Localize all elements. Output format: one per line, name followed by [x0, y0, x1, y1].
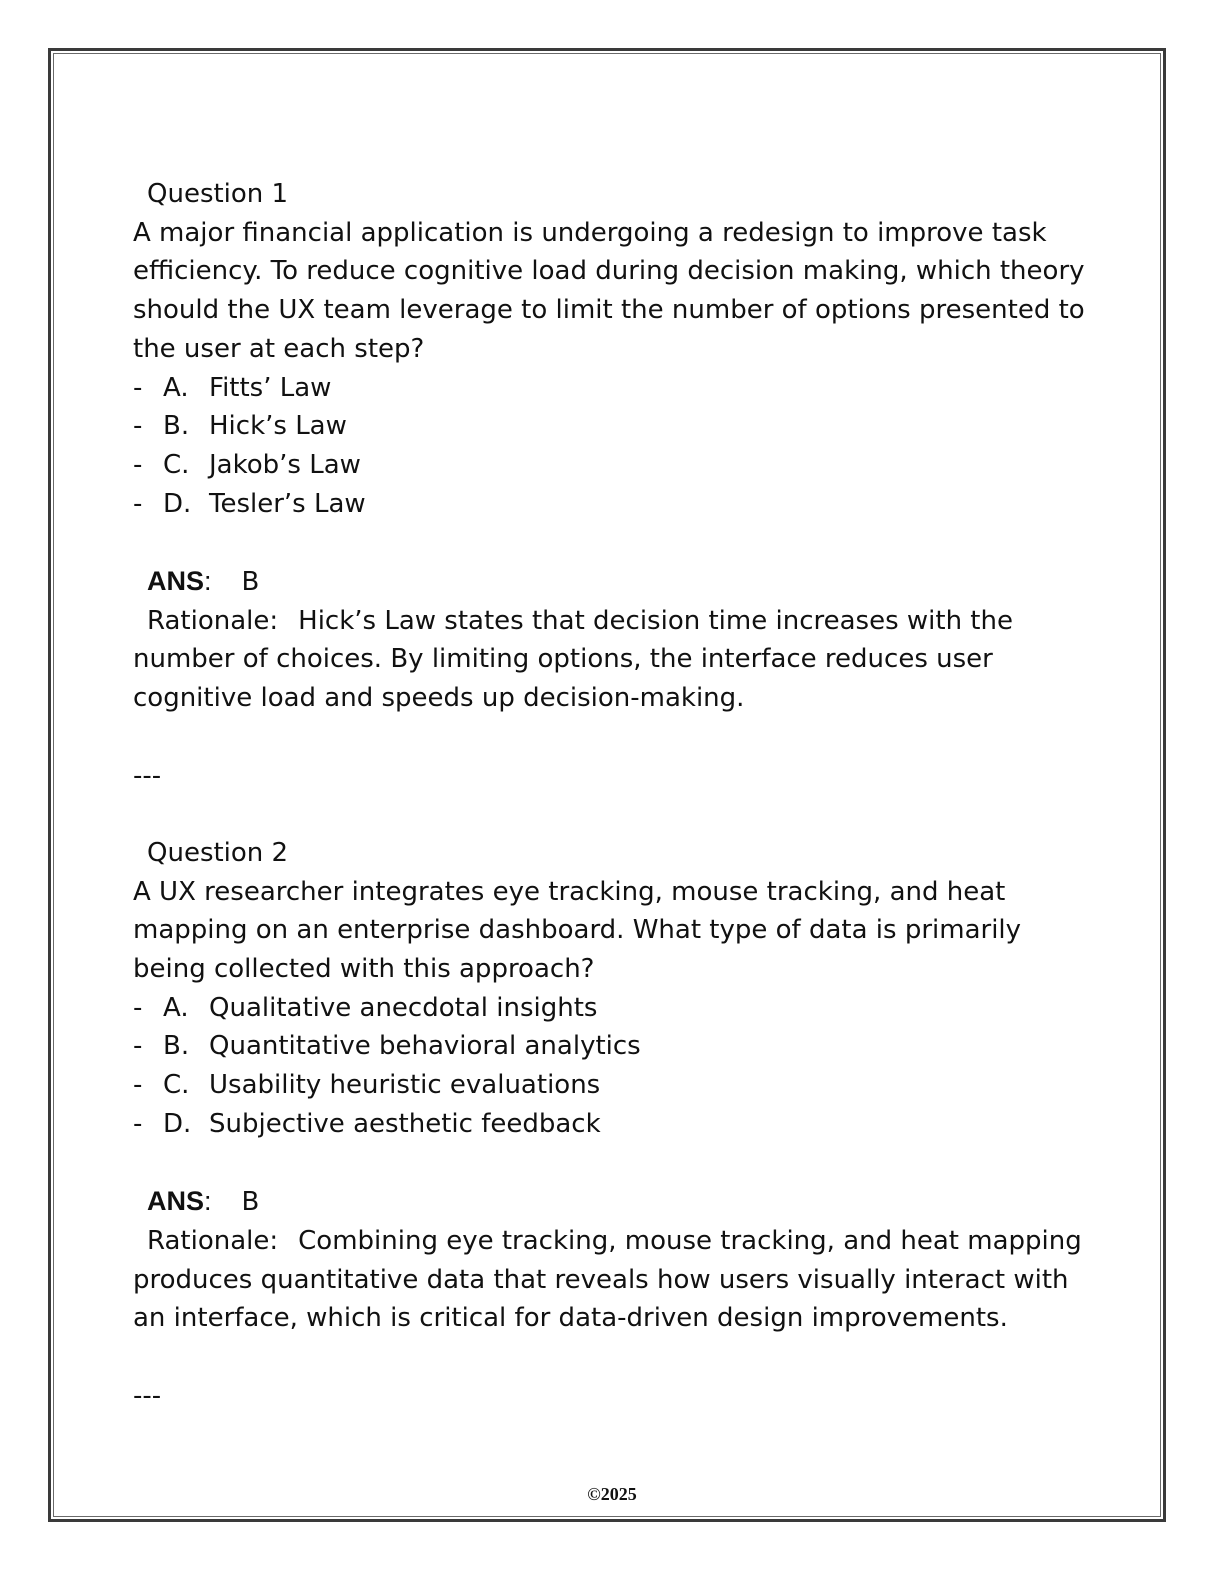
option-text: Usability heuristic evaluations	[209, 1070, 601, 1101]
separator: ---	[133, 760, 162, 791]
option-text: Quantitative behavioral analytics	[209, 1031, 641, 1062]
option-letter: A.	[163, 992, 189, 1023]
option-text: Tesler’s Law	[209, 488, 366, 519]
option-item	[133, 1027, 1093, 1066]
answer-colon: :	[204, 566, 212, 597]
separator: ---	[133, 1380, 162, 1411]
option-list	[133, 989, 1093, 1144]
option-list	[133, 369, 1093, 524]
option-letter: D.	[163, 1108, 192, 1139]
option-text: Hick’s Law	[209, 411, 347, 442]
question-title: Question 1	[147, 179, 289, 209]
answer-value: B	[241, 1187, 260, 1218]
rationale-label: Rationale:	[147, 605, 279, 636]
spacer	[133, 795, 1093, 834]
option-text: Fitts’ Law	[209, 372, 332, 403]
spacer	[133, 523, 1093, 562]
option-text: Qualitative anecdotal insights	[209, 992, 598, 1023]
option-text: Subjective aesthetic feedback	[209, 1108, 601, 1139]
option-dash: -	[133, 992, 143, 1023]
rationale-text: Combining eye tracking, mouse tracking, and heat mapping produces quantitative data that reveals how users visually interact with an interface, which is critical for data-driven design improvements.	[133, 1225, 1082, 1334]
option-item	[133, 369, 1093, 408]
question-text: A UX researcher integrates eye tracking, mouse tracking, and heat mapping on an enterprise dashboard. What type of data is primarily being collected with this approach?	[133, 876, 1022, 985]
question-title: Question 2	[147, 837, 289, 868]
spacer	[133, 718, 1093, 757]
question-block	[133, 175, 1093, 834]
document-content	[133, 175, 1093, 1415]
rationale-label: Rationale:	[147, 1225, 279, 1256]
option-text: Jakob’s Law	[209, 449, 361, 480]
answer-line	[133, 1182, 1093, 1222]
option-item	[133, 446, 1093, 485]
option-item	[133, 407, 1093, 446]
option-letter: A.	[163, 372, 189, 403]
option-letter: D.	[163, 488, 192, 519]
answer-label: ANS	[147, 566, 205, 597]
question-block	[133, 834, 1093, 1416]
option-letter: C.	[163, 1070, 190, 1101]
copyright-footer: ©2025	[587, 1484, 637, 1504]
rationale-paragraph	[133, 602, 1093, 718]
rationale-text: Hick’s Law states that decision time increases with the number of choices. By limiting options, the interface reduces user cognitive load and speeds up decision-making.	[133, 605, 1013, 714]
rationale-paragraph	[133, 1222, 1093, 1338]
option-dash: -	[133, 372, 143, 403]
answer-line	[133, 562, 1093, 602]
answer-value: B	[241, 567, 260, 598]
option-dash: -	[133, 1070, 143, 1101]
answer-label: ANS	[147, 1186, 205, 1217]
option-item	[133, 989, 1093, 1028]
spacer	[133, 1338, 1093, 1377]
option-item	[133, 485, 1093, 524]
option-item	[133, 1105, 1093, 1144]
option-dash: -	[133, 449, 143, 480]
option-letter: B.	[163, 1031, 190, 1062]
spacer	[133, 1144, 1093, 1183]
option-letter: C.	[163, 449, 190, 480]
option-dash: -	[133, 1108, 143, 1139]
question-text: A major financial application is undergoing a redesign to improve task efficiency. To reduce cognitive load during decision making, which theory should the UX team leverage to limit the number of options presented to the user at each step?	[133, 217, 1085, 364]
option-dash: -	[133, 411, 143, 442]
option-dash: -	[133, 488, 143, 519]
option-dash: -	[133, 1031, 143, 1062]
option-letter: B.	[163, 411, 190, 442]
answer-colon: :	[204, 1186, 212, 1217]
option-item	[133, 1066, 1093, 1105]
